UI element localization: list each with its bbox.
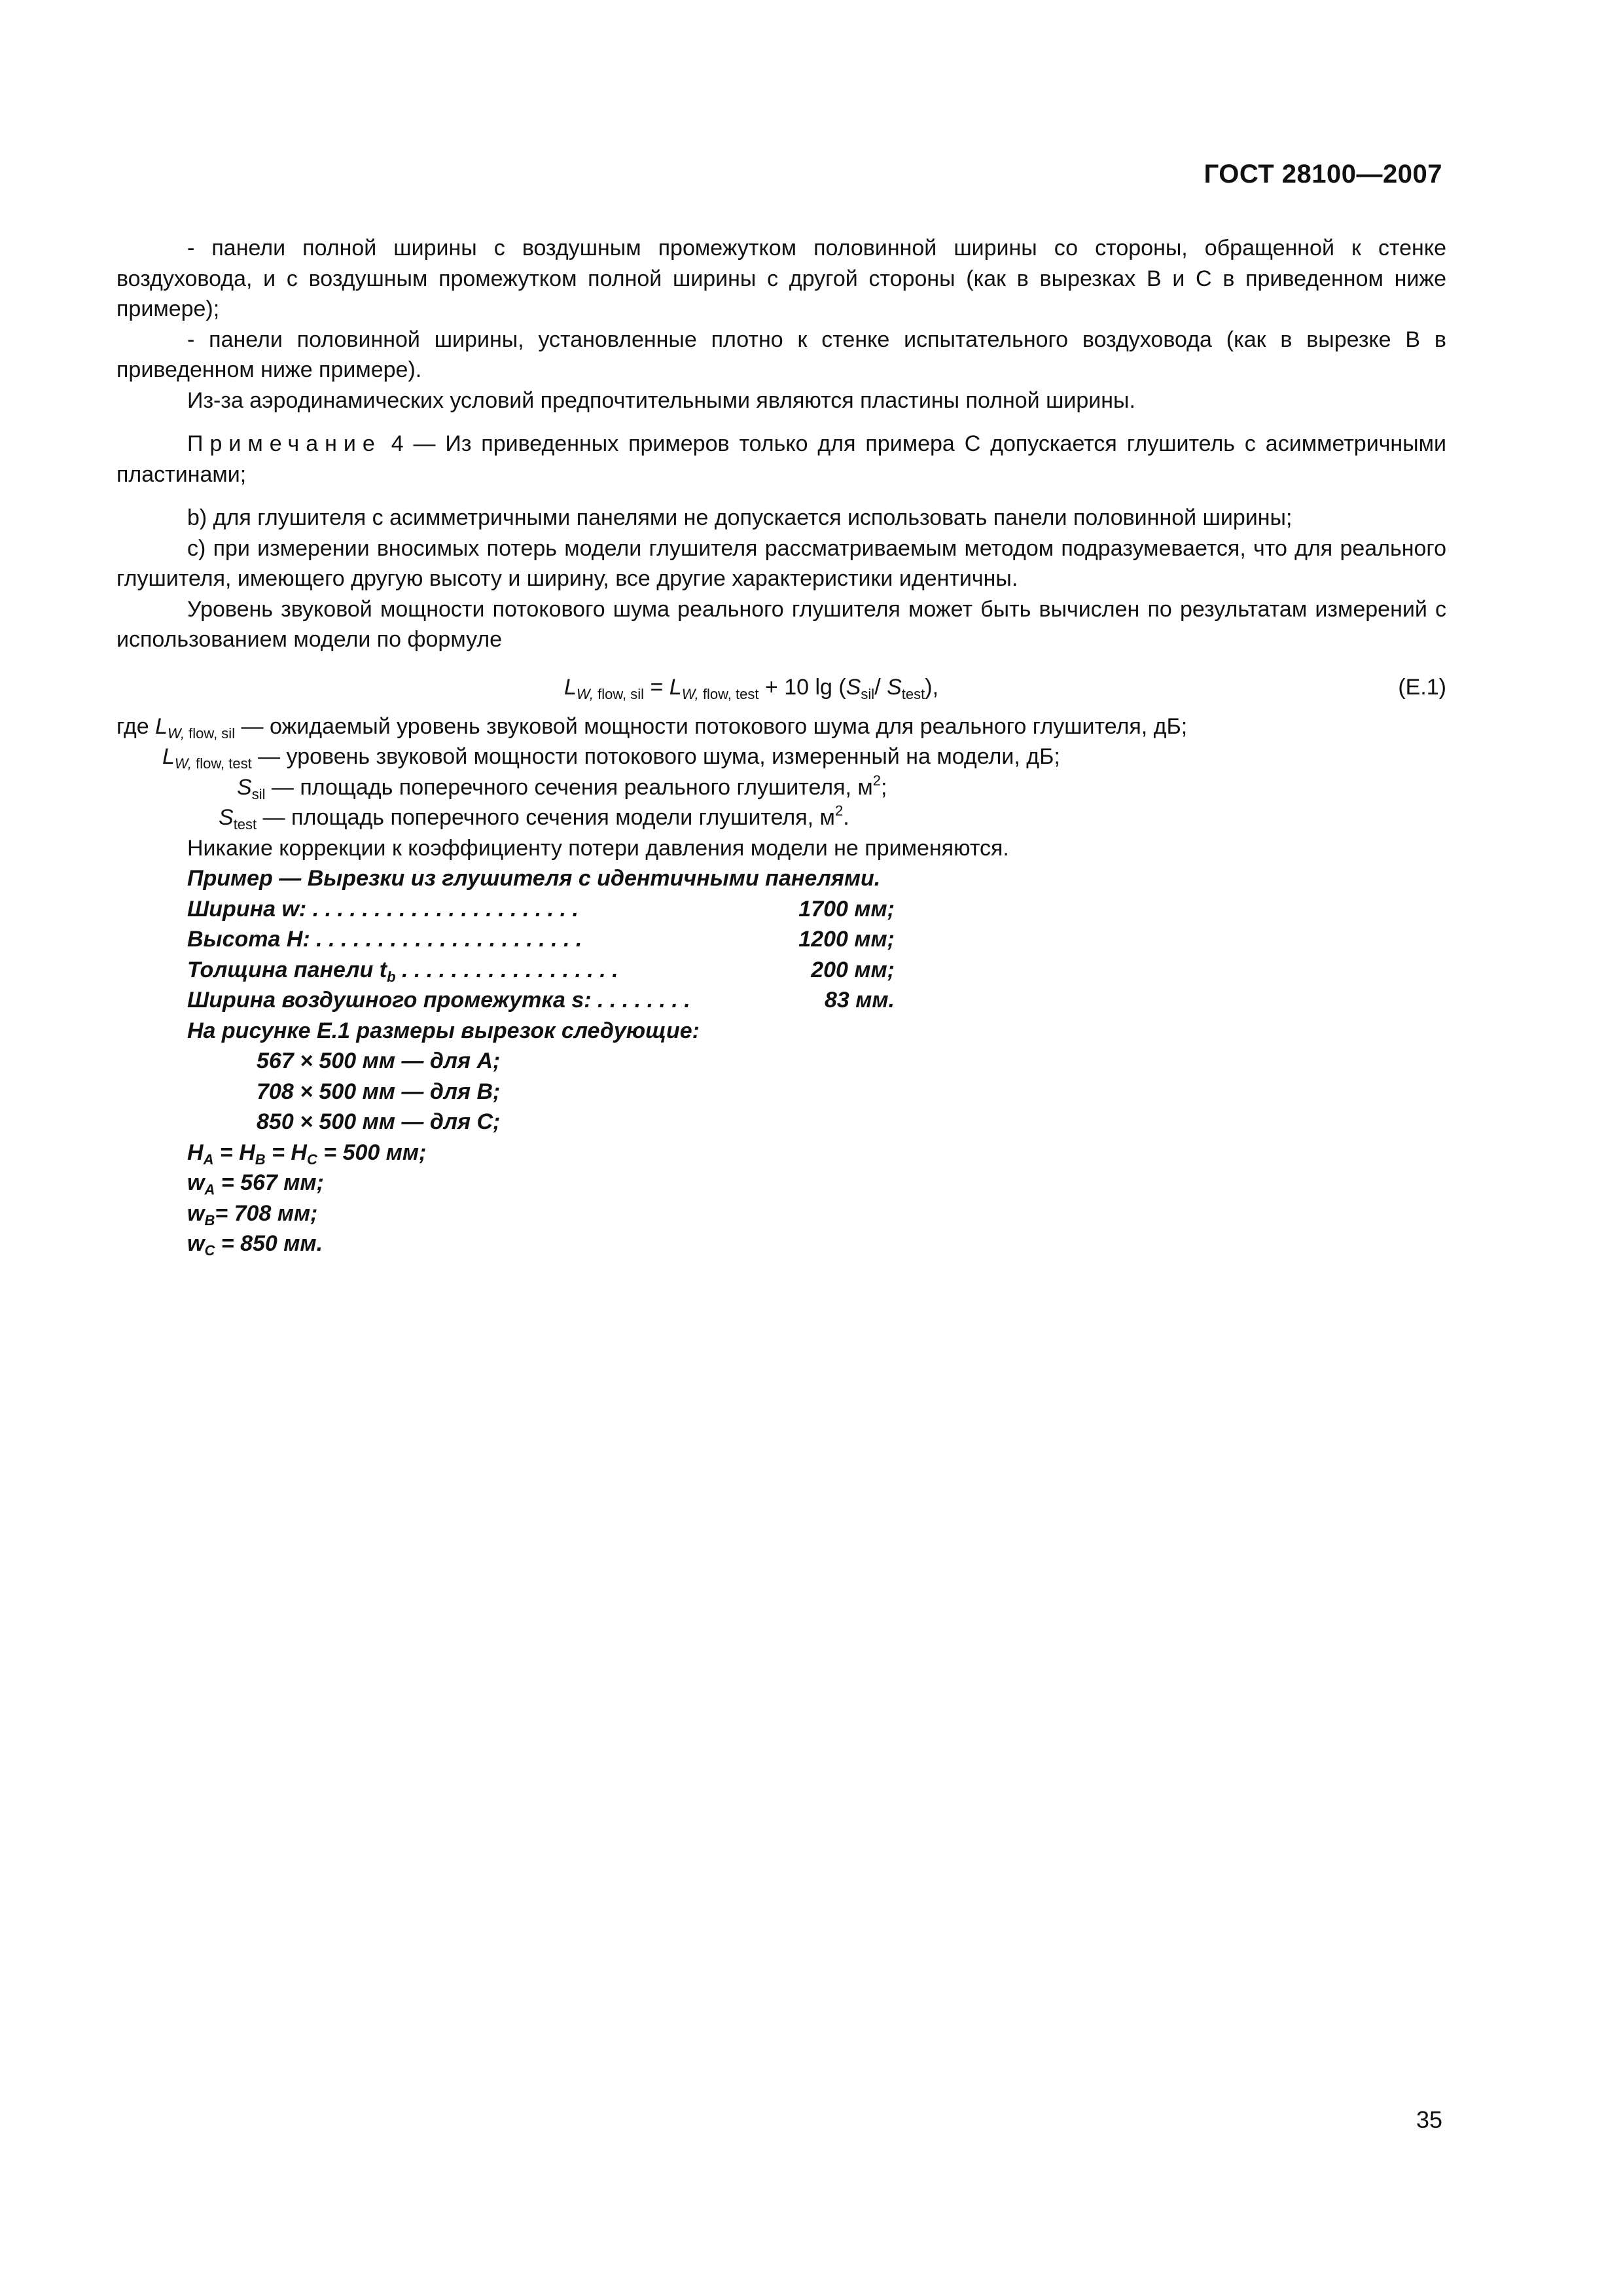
page-number: 35 [1416, 2106, 1442, 2133]
example-title: Пример — Вырезки из глушителя с идентичными панелями. [187, 866, 881, 891]
superscript: 2 [834, 802, 844, 819]
example-row-label: Ширина w: . . . . . . . . . . . . . . . . . . . . . . [187, 896, 579, 922]
document-body [116, 233, 1446, 1259]
def-sub: flow, test [191, 755, 252, 772]
paragraph: - панели половинной ширины, установленные плотно к стенке испытательного воздуховода (как в вырезке B в приведенном ниже примере). [116, 327, 1446, 382]
eq-sub: A [204, 1181, 215, 1198]
eq-op: = [213, 1139, 240, 1165]
eq-value: = 567 мм; [215, 1170, 324, 1195]
def-sub: W, [174, 755, 192, 772]
eq-value: = 500 мм; [317, 1139, 427, 1165]
example-row-label: Ширина воздушного промежутка s: . . . . . . . . [187, 988, 690, 1013]
formula-op: / [874, 674, 887, 700]
formula-symbol: S [887, 674, 902, 700]
cut-size-b: 708 × 500 мм — для B; [257, 1079, 501, 1104]
formula-sub: test [901, 685, 925, 702]
example-row-label [187, 955, 618, 986]
note [116, 429, 1446, 490]
note-text: 4 — Из приведенных примеров только для примера C допускается глушитель с асимметричными пластинами; [116, 431, 1446, 487]
paragraph: Уровень звуковой мощности потокового шума реального глушителя может быть вычислен по результатам измерений с использованием модели по формуле [116, 596, 1446, 652]
list-item-c: c) при измерении вносимых потерь модели глушителя рассматриваемым методом подразумевается, что для реального глушителя, имеющего другую высоту и ширину, все другие характеристики идентичны. [116, 535, 1446, 591]
formula-symbol: S [846, 674, 861, 700]
example-row [116, 985, 1446, 1016]
width-equation [187, 1229, 1446, 1259]
label-dots: . . . . . . . . . . . . . . . . . . [395, 957, 618, 982]
example-row-label: Высота H: . . . . . . . . . . . . . . . . . . . . . . [187, 927, 582, 952]
def-symbol: S [237, 774, 252, 800]
example-row-value: 200 мм; [811, 957, 895, 982]
eq-symbol: H [187, 1139, 204, 1165]
width-equation [187, 1198, 1446, 1229]
cut-size-c: 850 × 500 мм — для C; [257, 1109, 501, 1134]
eq-symbol: w [187, 1200, 205, 1226]
formula-sub: sil [861, 685, 875, 702]
formula-number: (E.1) [1398, 674, 1446, 700]
formula-sub: W, [576, 685, 594, 702]
definition-text: — ожидаемый уровень звуковой мощности потокового шума для реального глушителя, дБ; [235, 713, 1188, 739]
def-symbol: L [155, 713, 168, 739]
paragraph: - панели полной ширины с воздушным промежутком половинной ширины со стороны, обращенной к стенке воздуховода, и с воздушным промежутком полной ширины с другой стороны (как в вырезках B и C в приведенном ниже примере); [116, 236, 1446, 321]
formula-symbol: L [564, 674, 577, 700]
example-row [116, 924, 1446, 955]
label-text: Толщина панели t [187, 957, 387, 982]
eq-symbol: w [187, 1170, 205, 1195]
definition-row [116, 802, 1446, 833]
formula-sub: W, [681, 685, 699, 702]
definition-text: — площадь поперечного сечения реального глушителя, м [265, 774, 873, 800]
example-row-value: 1200 мм; [798, 927, 895, 952]
eq-symbol: H [239, 1139, 255, 1165]
figure-intro: На рисунке Е.1 размеры вырезок следующие: [187, 1018, 700, 1043]
definitions [116, 711, 1446, 833]
formula-op: ), [925, 674, 939, 700]
formula-op: + 10 lg ( [758, 674, 846, 700]
note-label: Примечание [187, 431, 382, 456]
example-row [116, 894, 1446, 925]
eq-symbol: w [187, 1231, 205, 1256]
eq-sub: B [204, 1211, 215, 1229]
definition-row [116, 742, 1446, 772]
where-label: где [116, 713, 156, 739]
example-row [116, 955, 1446, 986]
eq-value: = 708 мм; [215, 1200, 318, 1226]
cut-size-a: 567 × 500 мм — для A; [257, 1049, 501, 1073]
definition-row [116, 772, 1446, 803]
eq-symbol: H [291, 1139, 307, 1165]
def-sub: test [233, 816, 257, 833]
eq-sub: A [203, 1151, 214, 1168]
def-sub: flow, sil [185, 725, 236, 742]
width-equation [187, 1168, 1446, 1198]
def-sub: sil [251, 785, 266, 802]
punctuation: ; [881, 774, 887, 800]
punctuation: . [843, 805, 849, 830]
eq-op: = [265, 1139, 291, 1165]
eq-value: = 850 мм. [215, 1231, 323, 1256]
example-row-value: 1700 мм; [798, 896, 895, 922]
formula-op: = [644, 674, 669, 700]
label-sub: b [387, 968, 396, 985]
example-row-value: 83 мм. [824, 988, 895, 1013]
eq-sub: C [204, 1242, 215, 1259]
definition-text: — уровень звуковой мощности потокового шума, измеренный на модели, дБ; [251, 744, 1060, 769]
formula-sub: flow, sil [593, 685, 645, 702]
definition-text: — площадь поперечного сечения модели глушителя, м [257, 805, 835, 830]
definition-row [116, 711, 1446, 742]
list-item-b: b) для глушителя с асимметричными панелями не допускается использовать панели половинной ширины; [187, 505, 1293, 530]
def-symbol: S [219, 805, 234, 830]
document-id: ГОСТ 28100—2007 [1204, 160, 1442, 188]
superscript: 2 [872, 772, 882, 789]
eq-sub: B [255, 1151, 266, 1168]
formula-e1 [116, 668, 1446, 706]
paragraph: Из-за аэродинамических условий предпочтительными являются пластины полной ширины. [187, 387, 1135, 413]
def-symbol: L [162, 744, 175, 769]
def-sub: W, [168, 725, 185, 742]
formula-sub: flow, test [698, 685, 759, 702]
paragraph: Никакие коррекции к коэффициенту потери давления модели не применяются. [187, 835, 1009, 861]
formula-expression [564, 672, 938, 703]
eq-sub: C [306, 1151, 317, 1168]
formula-symbol: L [669, 674, 682, 700]
height-equation [187, 1138, 1446, 1168]
